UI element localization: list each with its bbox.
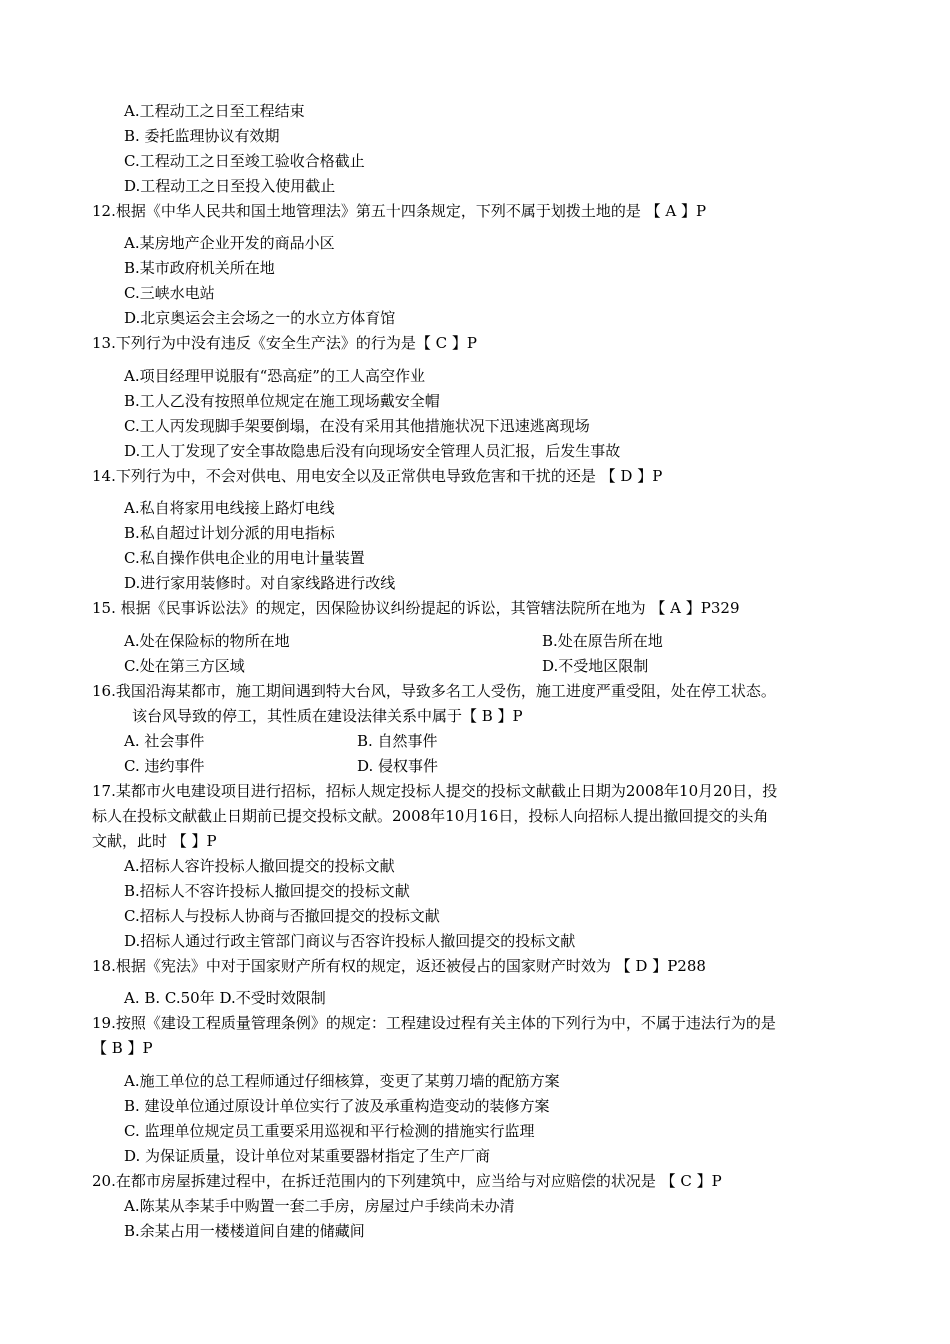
option-12d: D.北京奥运会主会场之一的水立方体育馆 (124, 309, 396, 327)
option-13c: C.工人丙发现脚手架要倒塌，在没有采用其他措施状况下迅速逃离现场 (124, 417, 590, 435)
option-15c: C.处在第三方区域 (124, 657, 245, 675)
option-16d: D. 侵权事件 (357, 757, 439, 775)
option-14c: C.私自操作供电企业的用电计量装置 (124, 549, 365, 567)
question-14: 14.下列行为中，不会对供电、用电安全以及正常供电导致危害和干扰的还是 【 D 】P (92, 467, 663, 485)
option-20a: A.陈某从李某手中购置一套二手房，房屋过户手续尚未办清 (124, 1197, 515, 1215)
option-17a: A.招标人容许投标人撤回提交的投标文献 (124, 857, 395, 875)
option-11d: D.工程动工之日至投入使用截止 (124, 177, 336, 195)
option-17d: D.招标人通过行政主管部门商议与否容许投标人撤回提交的投标文献 (124, 932, 576, 950)
question-17-cont-1: 标人在投标文献截止日期前已提交投标文献。2008年10月16日，投标人向招标人提出撤回提交的头角 (92, 807, 769, 825)
question-17: 17.某都市火电建设项目进行招标，招标人规定投标人提交的投标文献截止日期为2008年10月20日，投 (92, 782, 778, 800)
option-11a: A.工程动工之日至工程结束 (124, 102, 305, 120)
question-19-answer: 【 B 】P (92, 1039, 153, 1057)
option-14d: D.进行家用装修时。对自家线路进行改线 (124, 574, 396, 592)
option-20b: B.余某占用一楼楼道间自建的储藏间 (124, 1222, 365, 1240)
question-12: 12.根据《中华人民共和国土地管理法》第五十四条规定，下列不属于划拨土地的是 【 A 】P (92, 202, 707, 220)
option-15d: D.不受地区限制 (542, 657, 649, 675)
question-13: 13.下列行为中没有违反《安全生产法》的行为是【 C 】P (92, 334, 477, 352)
option-16c: C. 违约事件 (124, 757, 205, 775)
option-13b: B.工人乙没有按照单位规定在施工现场戴安全帽 (124, 392, 440, 410)
option-19b: B. 建设单位通过原设计单位实行了波及承重构造变动的装修方案 (124, 1097, 550, 1115)
option-13d: D.工人丁发现了安全事故隐患后没有向现场安全管理人员汇报，后发生事故 (124, 442, 621, 460)
option-11b: B. 委托监理协议有效期 (124, 127, 280, 145)
option-19a: A.施工单位的总工程师通过仔细核算，变更了某剪刀墙的配筋方案 (124, 1072, 560, 1090)
option-15a: A.处在保险标的物所在地 (124, 632, 290, 650)
question-17-cont-2: 文献，此时 【 】P (92, 832, 217, 850)
option-13a: A.项目经理甲说服有“恐高症”的工人高空作业 (124, 367, 425, 385)
option-12b: B.某市政府机关所在地 (124, 259, 275, 277)
option-15b: B.处在原告所在地 (542, 632, 663, 650)
option-12c: C.三峡水电站 (124, 284, 215, 302)
question-18: 18.根据《宪法》中对于国家财产所有权的规定，返还被侵占的国家财产时效为 【 D 】P288 (92, 957, 706, 975)
options-18: A. B. C.50年 D.不受时效限制 (124, 989, 326, 1007)
question-20: 20.在都市房屋拆建过程中，在拆迁范围内的下列建筑中，应当给与对应赔偿的状况是 【 C 】P (92, 1172, 722, 1190)
option-19d: D. 为保证质量，设计单位对某重要器材指定了生产厂商 (124, 1147, 491, 1165)
option-14b: B.私自超过计划分派的用电指标 (124, 524, 335, 542)
option-14a: A.私自将家用电线接上路灯电线 (124, 499, 335, 517)
option-11c: C.工程动工之日至竣工验收合格截止 (124, 152, 365, 170)
question-19: 19.按照《建设工程质量管理条例》的规定：工程建设过程有关主体的下列行为中，不属于违法行为的是 (92, 1014, 776, 1032)
option-19c: C. 监理单位规定员工重要采用巡视和平行检测的措施实行监理 (124, 1122, 535, 1140)
question-16-cont: 该台风导致的停工，其性质在建设法律关系中属于【 B 】P (132, 707, 523, 725)
question-16: 16.我国沿海某都市，施工期间遇到特大台风，导致多名工人受伤，施工进度严重受阻，处在停工状态。 (92, 682, 776, 700)
option-16a: A. 社会事件 (124, 732, 205, 750)
option-16b: B. 自然事件 (357, 732, 438, 750)
option-17b: B.招标人不容许投标人撤回提交的投标文献 (124, 882, 410, 900)
option-17c: C.招标人与投标人协商与否撤回提交的投标文献 (124, 907, 440, 925)
option-12a: A.某房地产企业开发的商品小区 (124, 234, 335, 252)
question-15: 15. 根据《民事诉讼法》的规定，因保险协议纠纷提起的诉讼，其管辖法院所在地为 【 A 】P329 (92, 599, 740, 617)
